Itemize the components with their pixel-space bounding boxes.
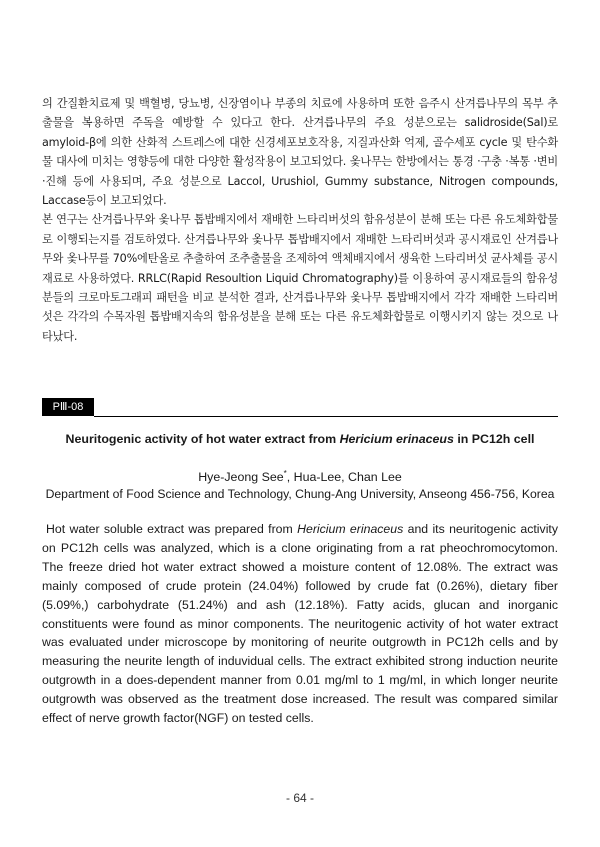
corresponding-mark: * bbox=[283, 469, 287, 478]
paper-title bbox=[30, 431, 570, 447]
author-list bbox=[30, 466, 570, 485]
section-code-badge: PⅢ-08 bbox=[42, 398, 94, 416]
paper-title-part-1: Neuritogenic activity of hot water extract from bbox=[65, 432, 340, 446]
paper-title-part-2: in PC12h cell bbox=[453, 432, 535, 446]
paper-title-species: Hericium erinaceus bbox=[339, 432, 454, 446]
section-divider bbox=[94, 416, 558, 417]
korean-body-text bbox=[42, 94, 558, 346]
abstract-species: Hericium erinaceus bbox=[297, 522, 404, 536]
korean-paragraph-1: 의 간질환치료제 및 백혈병, 당뇨병, 신장염이나 부종의 치료에 사용하며 또한 음주시 산겨릅나무의 목부 추출물을 복용하면 주독을 예방할 수 있다고 한다. 산겨릅나무의 주요 성분으로는 salidroside(Sal)로 amyloid-β에 의한 산화적 스트레스에 대한 신경세포보호작용, 지질과산화 억제, 골수세포 cycle 및 탄수화물 대사에 미치는 영향등에 대한 다양한 활성작용이 보고되었다. 옻나무는 한방에서는 통경 ·구충 ·복통 ·변비 ·진해 등에 사용되며, 주요 성분으로 Laccol, Urushiol, Gummy substance, Nitrogen compounds, Laccase등이 보고되었다. bbox=[42, 97, 558, 208]
abstract bbox=[42, 520, 558, 728]
abstract-text-rest: and its neuritogenic activity on PC12h cells was analyzed, which is a clone originating from a rat pheochromocytomon. The freeze dried hot water extract showed a moisture content of 12.08%. The extract was mainly composed of crude protein (24.04%) followed by crude fat (0.26%), dietary fiber (5.09%,) carbohydrate (51.24%) and ash (12.18%). Fatty acids, glucan and inorganic constituents were found as minor components. The neuritogenic activity of hot water extract was evaluated under microscope by monitoring of neurite outgrowth in PC12h cells and by measuring the neurite length of induvidual cells. The extract exhibited strong induction neurite outgrowth in a does-dependent manner from 0.01 mg/ml to 1 mg/ml, in which longer neurite outgrowth was observed as the treatment dose increased. The result was compared similar effect of nerve growth factor(NGF) on tested cells. bbox=[42, 522, 558, 726]
abstract-text-start: Hot water soluble extract was prepared from bbox=[46, 522, 298, 536]
co-authors: , Hua-Lee, Chan Lee bbox=[286, 470, 402, 485]
page-number: - 64 - bbox=[285, 791, 314, 805]
abstract-paragraph bbox=[42, 520, 558, 728]
first-author: Hye-Jeong See bbox=[198, 470, 284, 485]
korean-paragraph-2: 본 연구는 산겨릅나무와 옻나무 톱밥배지에서 재배한 느타리버섯의 함유성분이 분해 또는 다른 유도체화합물로 이행되는지를 검토하였다. 산겨릅나무와 옻나무 톱밥배지에서 재배한 느타리버섯과 공시재료인 산겨릅나무와 옻나무를 70%에탄올로 추출하여 조추출물을 조제하여 액체배지에서 생육한 느타리버섯 균사체를 공시재료로 사용하였다. RRLC(Rapid Resoultion Liquid Chromatography)를 이용하여 공시재료들의 함유성분들의 크로마토그래피 패턴을 비교 분석한 결과, 산겨릅나무와 옻나무 톱밥배지에서 각각 재배한 느타리버섯은 각각의 수목자원 톱밥배지속의 함유성분을 분해 또는 다른 유도체화합물로 이행시키지 않는 것으로 나타났다. bbox=[42, 213, 558, 343]
affiliation: Department of Food Science and Technology, Chung-Ang University, Anseong 456-756, Korea bbox=[45, 487, 555, 501]
